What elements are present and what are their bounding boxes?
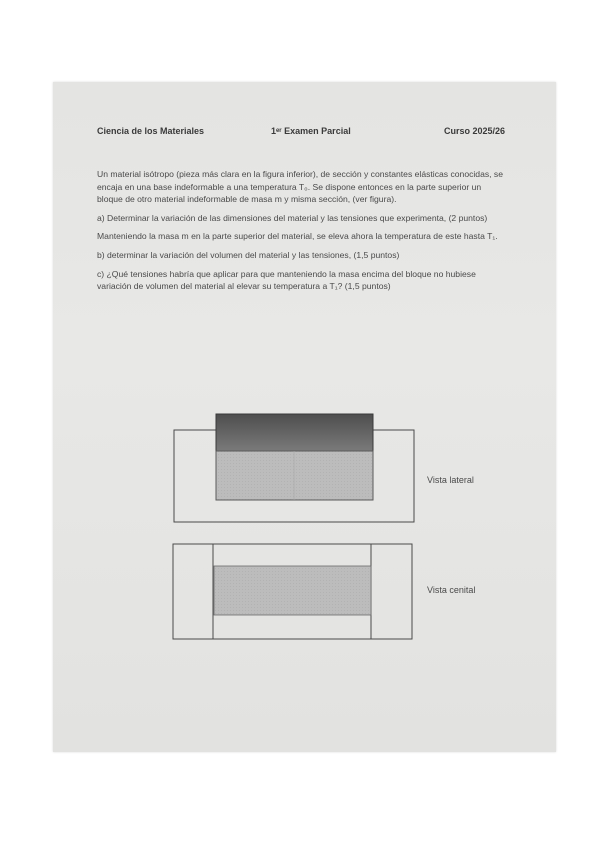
side-view-material <box>216 451 373 500</box>
exam-title: 1ᵉʳ Examen Parcial <box>271 126 351 136</box>
context-b: Manteniendo la masa m en la parte superior del material, se eleva ahora la temperatura de este hasta T₁. <box>97 231 498 242</box>
problem-statement: Un material isótropo (pieza más clara en la figura inferior), de sección y constantes elásticas conocidas, se encaja en una base indeformable a una temperatura T₀. Se dispone entonces en la parte superior un bloque de otro material indeformable de masa m y misma sección, (ver figura). <box>97 169 504 205</box>
course-year: Curso 2025/26 <box>443 126 505 136</box>
top-view-material <box>214 566 371 615</box>
label-top-view: Vista cenital <box>427 585 476 595</box>
question-c: c) ¿Qué tensiones habría que aplicar para que manteniendo la masa encima del bloque no hubiese variación de volumen del material al elevar su temperatura a T₁? (1,5 puntos) <box>97 268 476 292</box>
side-view-rigid-block <box>216 414 373 451</box>
figure-drawing <box>53 82 556 752</box>
top-view <box>173 544 412 639</box>
problem-figure <box>53 82 556 752</box>
question-a: a) Determinar la variación de las dimensiones del material y las tensiones que experimenta, (2 puntos) <box>97 212 488 223</box>
side-view <box>174 414 414 522</box>
exam-sheet <box>53 82 556 752</box>
label-side-view: Vista lateral <box>427 475 474 485</box>
question-b: b) determinar la variación del volumen del material y las tensiones, (1,5 puntos) <box>97 249 400 260</box>
subject-title: Ciencia de los Materiales <box>97 126 205 136</box>
